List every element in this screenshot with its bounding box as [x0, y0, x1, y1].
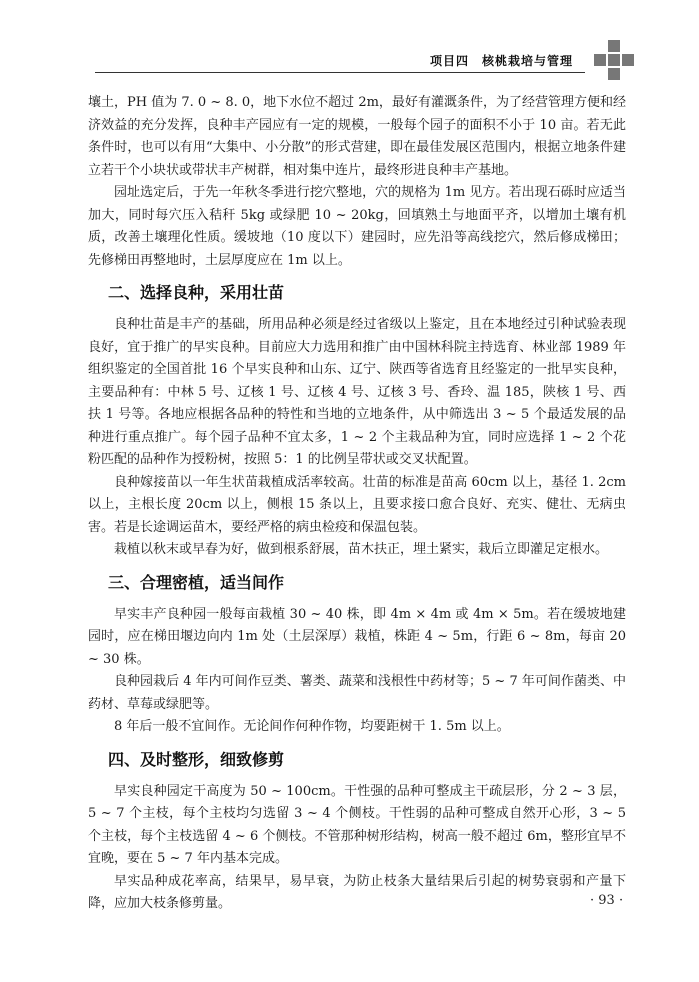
- header-title: 项目四 核桃栽培与管理: [429, 54, 573, 68]
- paragraph: 壤土，PH 值为 7. 0 ~ 8. 0，地下水位不超过 2m，最好有灌溉条件，为了经营管理方便和经济效益的充分发挥，良种丰产园应有一定的规模，一般每个园子的面积不小于 10 亩。若无此条件时，也可以有用“大集中、小分散”的形式营建，即在最佳发展区范围内，根据立地条件建立若干个小块状或带状丰产树群，相对集中连片，最终形进良种丰产基地。: [88, 95, 626, 178]
- paragraph: 栽植以秋末或早春为好，做到根系舒展，苗木扶正，埋土紧实，栽后立即灌足定根水。: [114, 542, 609, 557]
- page-number: · 93 ·: [590, 893, 624, 908]
- page-body: [88, 92, 626, 916]
- paragraph: 园址选定后，于先一年秋冬季进行挖穴整地，穴的规格为 1m 见方。若出现石砾时应适当加大，同时每穴压入秸秆 5kg 或绿肥 10 ~ 20kg，回填熟土与地面平齐，以增加土壤有机质，改善土壤理化性质。缓坡地（10 度以下）建园时，应先沿等高线挖穴，然后修成梯田；先修梯田再整地时，土层厚度应在 1m 以上。: [88, 185, 626, 268]
- paragraph: 8 年后一般不宜间作。无论间作何种作物，均要距树干 1. 5m 以上。: [114, 719, 510, 734]
- paragraph: 良种园栽后 4 年内可间作豆类、薯类、蔬菜和浅根性中药材等；5 ~ 7 年可间作菌类、中药材、草莓或绿肥等。: [88, 674, 626, 712]
- paragraph: 良种壮苗是丰产的基础，所用品种必须是经过省级以上鉴定，且在本地经过引种试验表现良好，宜于推广的早实良种。目前应大力选用和推广由中国林科院主持选育、林业部 1989 年组织鉴定的全国首批 16 个早实良种和山东、辽宁、陕西等省选育且经鉴定的一批早实良种，主要品种有：中林 5 号、辽核 1 号、辽核 4 号、辽核 3 号、香玲、温 185，陕核 1 号、西扶 1 号等。各地应根据各品种的特性和当地的立地条件，从中筛选出 3 ~ 5 个最适发展的品种进行重点推广。每个园子品种不宜太多，1 ~ 2 个主栽品种为宜，同时应选择 1 ~ 2 个花粉匹配的品种作为授粉树，按照 5：1 的比例呈带状或交叉状配置。: [88, 317, 626, 467]
- paragraph: 早实良种园定干高度为 50 ~ 100cm。干性强的品种可整成主干疏层形，分 2 ~ 3 层，5 ~ 7 个主枝，每个主枝均匀选留 3 ~ 4 个侧枝。干性弱的品种可整成自然开心形，3 ~ 5 个主枝，每个主枝选留 4 ~ 6 个侧枝。不管那种树形结构，树高一般不超过 6m，整形宜早不宜晚，要在 5 ~ 7 年内基本完成。: [88, 783, 626, 866]
- corner-ornament: [594, 40, 634, 80]
- header-rule: [95, 72, 585, 73]
- paragraph: 早实品种成花率高，结果早，易早衰，为防止枝条大量结果后引起的树势衰弱和产量下降，应加大枝条修剪量。: [88, 873, 626, 911]
- section-heading: 三、合理密植，适当间作: [108, 572, 285, 592]
- running-header: [95, 48, 635, 72]
- section-heading: 二、选择良种，采用壮苗: [108, 283, 285, 302]
- paragraph: 良种嫁接苗以一年生状苗栽植成活率较高。壮苗的标准是苗高 60cm 以上，基径 1. 2cm 以上，主根长度 20cm 以上，侧根 15 条以上，且要求接口愈合良好、充实、健壮、无病虫害。若是长途调运苗木，要经严格的病虫检疫和保温包装。: [88, 474, 626, 535]
- paragraph: 早实丰产良种园一般每亩栽植 30 ~ 40 株，即 4m × 4m 或 4m × 5m。若在缓坡地建园时，应在梯田堰边向内 1m 处（土层深厚）栽植，株距 4 ~ 5m，行距 6 ~ 8m，每亩 20 ~ 30 株。: [88, 606, 626, 667]
- section-heading: 四、及时整形，细致修剪: [108, 749, 285, 769]
